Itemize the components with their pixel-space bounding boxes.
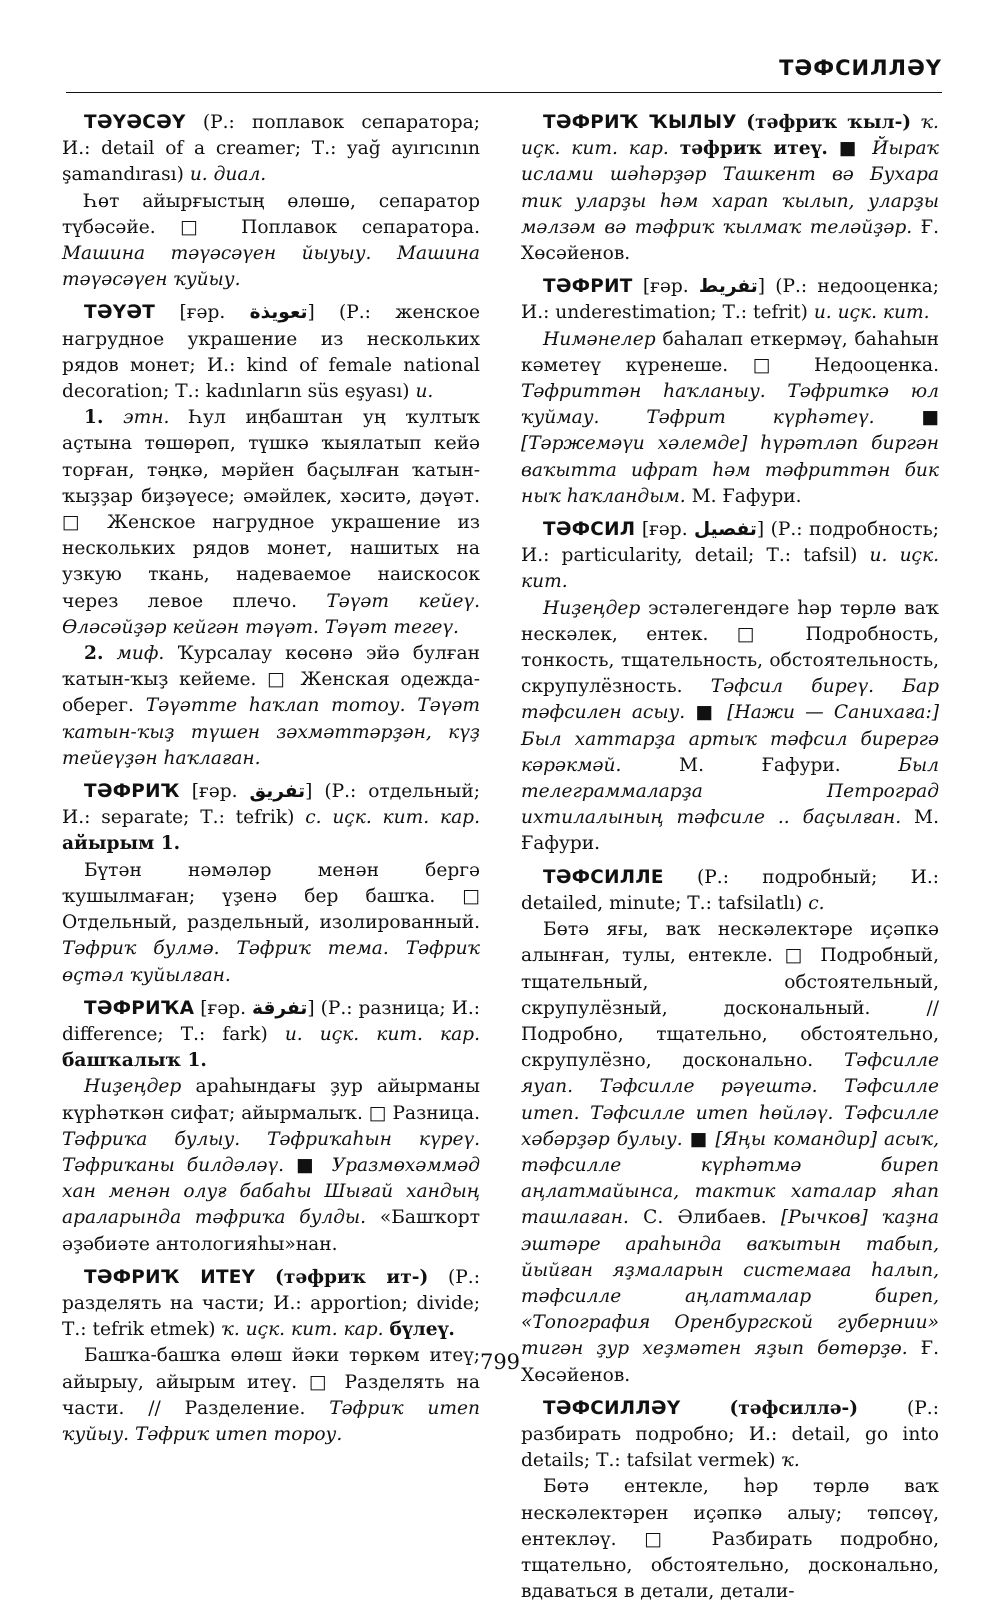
etymology-label: [ғәр.	[641, 519, 695, 541]
entry-grammar: ] (Р.: недооценка; И.: underestimation; Т.: tefrit)	[521, 276, 939, 324]
entry-tags: и. иҫк. кит. кар.	[284, 1023, 480, 1045]
definition-text: баһалап еткермәү, баһаһын кәметеү күренеше. □ Недооценка.	[521, 328, 939, 376]
etymology-label: [ғәр.	[642, 276, 699, 298]
entry-grammar: (Р.: разбирать подробно; И.: detail, go into details; Т.: tafsilat vermek)	[521, 1397, 939, 1472]
definition-text: Ҡурсалау көсөнә эйә булған ҡатын-ҡыҙ кейеме. □ Женская одежда-оберег.	[62, 643, 480, 717]
arabic-etymon: تفريق	[249, 781, 306, 803]
sense-number: 2.	[84, 643, 104, 665]
headword: ТӘФРИҠ ИТЕҮ	[84, 1266, 256, 1288]
entry-grammar: (Р.: разделять на части; И.: apportion; divide; Т.: tefrik etmek)	[62, 1266, 480, 1341]
usage-examples: Тәүәтте һаҡлап тотоу. Тәүәт ҡатын-ҡыҙ түшен зәхмәттәрҙән, күҙ тейеүҙән һаҡлаған.	[62, 695, 480, 769]
entry-grammar: (Р.: поплавок сепаратора; И.: detail of a creamer; Т.: yağ ayırıcının şamandırası)	[62, 112, 480, 186]
definition-text: Һул иңбаштан уң ҡултыҡ аҫтына төшөрөп, түшкә ҡыялатып кейә торған, тәңкә, мәрйен баҫылған ҡатын-ҡыҙҙар биҙәүесе; әмәйлек, хәситә, дәүәт. □ Женское нагрудное украшение из нескольких рядов монет, нашитых на узкую ткань, надеваемое наискосок через левое плечо.	[62, 407, 480, 612]
quote-source: М. Ғафури.	[679, 754, 841, 776]
entry-head	[62, 110, 480, 189]
entry-head	[62, 300, 480, 405]
cross-reference: тәфриҡ итеү.	[679, 138, 828, 160]
definition-lead: Нимәнелер	[543, 328, 656, 350]
etymology-label: [ғәр.	[191, 781, 250, 803]
entry-grammar: ] (Р.: подробность; И.: particularity, detail; Т.: tafsil)	[521, 519, 939, 567]
quote-source: М. Ғафури.	[521, 807, 939, 855]
quote-source: С. Әлибаев.	[643, 1207, 767, 1229]
dictionary-entry	[62, 996, 480, 1258]
entry-tags: ҡ.	[781, 1450, 800, 1472]
definition-text: Бөтә яғы, ваҡ нескәлектәре иҫәпкә алынған, тулы, ентекле. □ Подробный, тщательный, обстоятельный, скрупулёзный, доскональный. // Подробно, тщательно, обстоятельно, скрупулёзно, досконально.	[521, 919, 939, 1072]
usage-examples: ■ Йыраҡ ислами шәһәрҙәр Ташкент вә Бухара тик уларҙы һәм харап ҡылып, уларҙы мәлзәм вә тәфриҡ ҡылмаҡ теләйҙәр.	[521, 138, 939, 238]
entry-head	[521, 865, 939, 917]
dictionary-entry	[521, 110, 939, 267]
cross-reference: айырым 1.	[62, 833, 181, 855]
headword: ТӘФРИҠА	[84, 997, 195, 1019]
verb-stem: (тәфриҡ ҡыл-)	[746, 112, 912, 133]
usage-examples: Тәүәт кейеү. Өләсәйҙәр кейгән тәүәт. Тәүәт тегеү.	[62, 590, 480, 638]
etymology-label: [ғәр.	[179, 302, 250, 324]
dictionary-entry	[521, 517, 939, 858]
arabic-etymon: تفصيل	[694, 519, 757, 541]
headword: ТӘФРИҠ	[84, 781, 180, 803]
dictionary-entry	[62, 300, 480, 772]
running-head: ТӘФСИЛЛӘҮ	[779, 56, 942, 80]
entry-tags: ҡ. иҫк. кит. кар.	[521, 112, 939, 160]
usage-examples: Машина тәүәсәүен йыуыу. Машина тәүәсәүен ҡуйыу.	[62, 243, 480, 291]
etymology-label: [ғәр.	[200, 997, 252, 1019]
page-number: 799	[479, 1350, 521, 1374]
quote-source: М. Ғафури.	[691, 485, 802, 507]
definition-text: Бүтән нәмәләр менән бергә ҡушылмаған; үҙенә бер башҡа. □ Отдельный, раздельный, изолированный.	[62, 859, 480, 934]
quote-source: Ғ. Хөсәйенов.	[521, 1338, 939, 1386]
cross-reference: башҡалыҡ 1.	[62, 1050, 207, 1072]
dictionary-entry	[62, 110, 480, 293]
dictionary-entry	[521, 274, 939, 510]
right-column	[521, 110, 939, 1605]
definition-text: Һөт айырғыстың өлөшө, сепаратор түбәсәйе. □ Поплавок сепаратора.	[62, 190, 480, 238]
entry-grammar: ] (Р.: женское нагрудное украшение из нескольких рядов монет; И.: kind of female national decoration; Т.: kadınların süs eşyası)	[62, 302, 480, 403]
definition-text: араһындағы ҙур айырманы күрһәткән сифат; айырмалыҡ. □ Разница.	[62, 1076, 480, 1124]
cross-reference: бүлеү.	[389, 1319, 455, 1341]
entry-body	[62, 858, 480, 989]
entry-head	[521, 110, 939, 267]
quote-source: «Башҡорт әҙәбиәте антологияһы»нан.	[62, 1207, 480, 1255]
definition-text: Башҡа-башҡа өлөш йәки төркөм итеү; айырыу, айырым итеү. □ Разделять на части. // Разделение.	[62, 1345, 480, 1419]
definition-text: Бөтә ентекле, һәр төрлө ваҡ нескәлектәрен иҫәпкә алыу; төпсөү, ентекләү. □ Разбирать подробно, тщательно, обстоятельно, досконально, вдаваться в детали, детали-	[521, 1476, 939, 1603]
headword: ТӘФСИЛЛӘҮ	[543, 1397, 681, 1419]
headword: ТӘФСИЛЛЕ	[543, 866, 664, 888]
headword: ТӘФРИҠ ҠЫЛЫУ	[543, 112, 737, 133]
sense-number: 1.	[84, 407, 104, 429]
quote-source: Ғ. Хөсәйенов.	[521, 216, 939, 265]
dictionary-entry	[62, 779, 480, 989]
entry-grammar: (Р.: подробный; И.: detailed, minute; Т.: tafsilatlı)	[521, 866, 939, 914]
definition-lead: Ниҙеңдер	[84, 1076, 182, 1098]
entry-grammar: ] (Р.: отдельный; И.: separate; Т.: tefrik)	[62, 781, 480, 829]
entry-body	[521, 596, 939, 858]
dictionary-entry	[521, 1396, 939, 1605]
usage-examples: Тәфриҡ итеп ҡуйыу. Тәфриҡ итеп тороу.	[62, 1397, 481, 1445]
usage-examples: Тәфсилле яуап. Тәфсилле рәүештә. Тәфсилле итеп. Тәфсилле итеп һөйләү. Тәфсилле хәбәрҙәр булыу. ■ [Яңы командир] асыҡ, тәфсилле күрһәтмә биреп аңлатмайынса, тактик хаталар яһап ташлаған.	[521, 1050, 939, 1229]
entry-grammar: ] (Р.: разница; И.: difference; Т.: fark)	[62, 997, 480, 1045]
verb-stem: (тәфриҡ ит-)	[275, 1266, 429, 1288]
sense-label: этн.	[123, 407, 170, 429]
entry-body	[521, 917, 939, 1389]
entry-tags: с. иҫк. кит. кар.	[305, 807, 480, 829]
headword: ТӘФРИТ	[543, 276, 633, 298]
entry-tags: и. иҫк. кит.	[813, 302, 930, 324]
dictionary-entry	[521, 865, 939, 1389]
headword: ТӘҮӘСӘҮ	[84, 112, 186, 133]
entry-sense	[62, 405, 480, 641]
verb-stem: (тәфсиллә-)	[729, 1397, 859, 1419]
usage-examples: Тәфриҡа булыу. Тәфриҡаһын күреү. Тәфриҡаны билдәләү. ■ Уразмөхәммәд хан менән олуғ бабаһы Шығай хандың араларында тәфриҡа булды.	[62, 1128, 480, 1229]
usage-examples: Тәфриҡ булмә. Тәфриҡ тема. Тәфриҡ өҫтәл ҡуйылған.	[62, 938, 480, 986]
usage-examples: Тәфриттән һаҡланыу. Тәфриткә юл ҡуймау. Тәфрит күрһәтеү. ■ [Тәржемәүи хәлемде] һүрәтләп биргән ваҡытта ифрат һәм тәфриттән бик ныҡ һаҡландым.	[521, 381, 939, 507]
entry-head	[521, 274, 939, 326]
entry-tags: и. иҫк. кит.	[521, 545, 939, 593]
headword: ТӘФСИЛ	[543, 519, 636, 541]
arabic-etymon: تعويذة	[249, 302, 308, 324]
entry-sense	[62, 641, 480, 772]
entry-tags: с.	[808, 892, 825, 914]
entry-head	[62, 1265, 480, 1344]
entry-tags: ҡ. иҫк. кит. кар.	[221, 1319, 384, 1341]
entry-body	[521, 1474, 939, 1605]
usage-examples: Был телеграммаларҙа Петроград ихтилалының тәфсиле .. баҫылған.	[521, 754, 939, 829]
entry-tags: и.	[415, 381, 434, 403]
headword: ТӘҮӘТ	[84, 302, 156, 324]
entry-body	[62, 189, 480, 294]
entry-head	[521, 1396, 939, 1475]
header-rule	[66, 92, 942, 93]
left-column	[62, 110, 480, 1448]
entry-head	[62, 779, 480, 858]
arabic-etymon: تفرقة	[251, 997, 308, 1019]
entry-tags: и. диал.	[189, 164, 267, 186]
arabic-etymon: تفريط	[698, 276, 758, 298]
entry-body	[521, 327, 939, 510]
sense-label: миф.	[116, 643, 165, 665]
definition-text: эстәлегендәге һәр төрлө ваҡ нескәлек, ентек. □ Подробность, тонкость, тщательность, обстоятельность, скрупулёзность.	[521, 597, 939, 698]
usage-examples: Тәфсил биреү. Бар тәфсилен асыу. ■ [Нажи — Санихаға:] Был хаттарҙа артыҡ тәфсил бирергә кәрәкмәй.	[521, 676, 939, 776]
definition-lead: Ниҙеңдер	[543, 597, 641, 619]
entry-body	[62, 1074, 480, 1257]
entry-head	[521, 517, 939, 596]
usage-examples: [Рычков] ҡаҙна эштәре араһында ваҡытын табып, йыйған яҙмаларын системаға һалып, тәфсилле аңлатмалар биреп, «Топография Оренбургской губернии» тигән ҙур хеҙмәтен яҙып бөтөрҙө.	[521, 1207, 939, 1360]
entry-head	[62, 996, 480, 1075]
